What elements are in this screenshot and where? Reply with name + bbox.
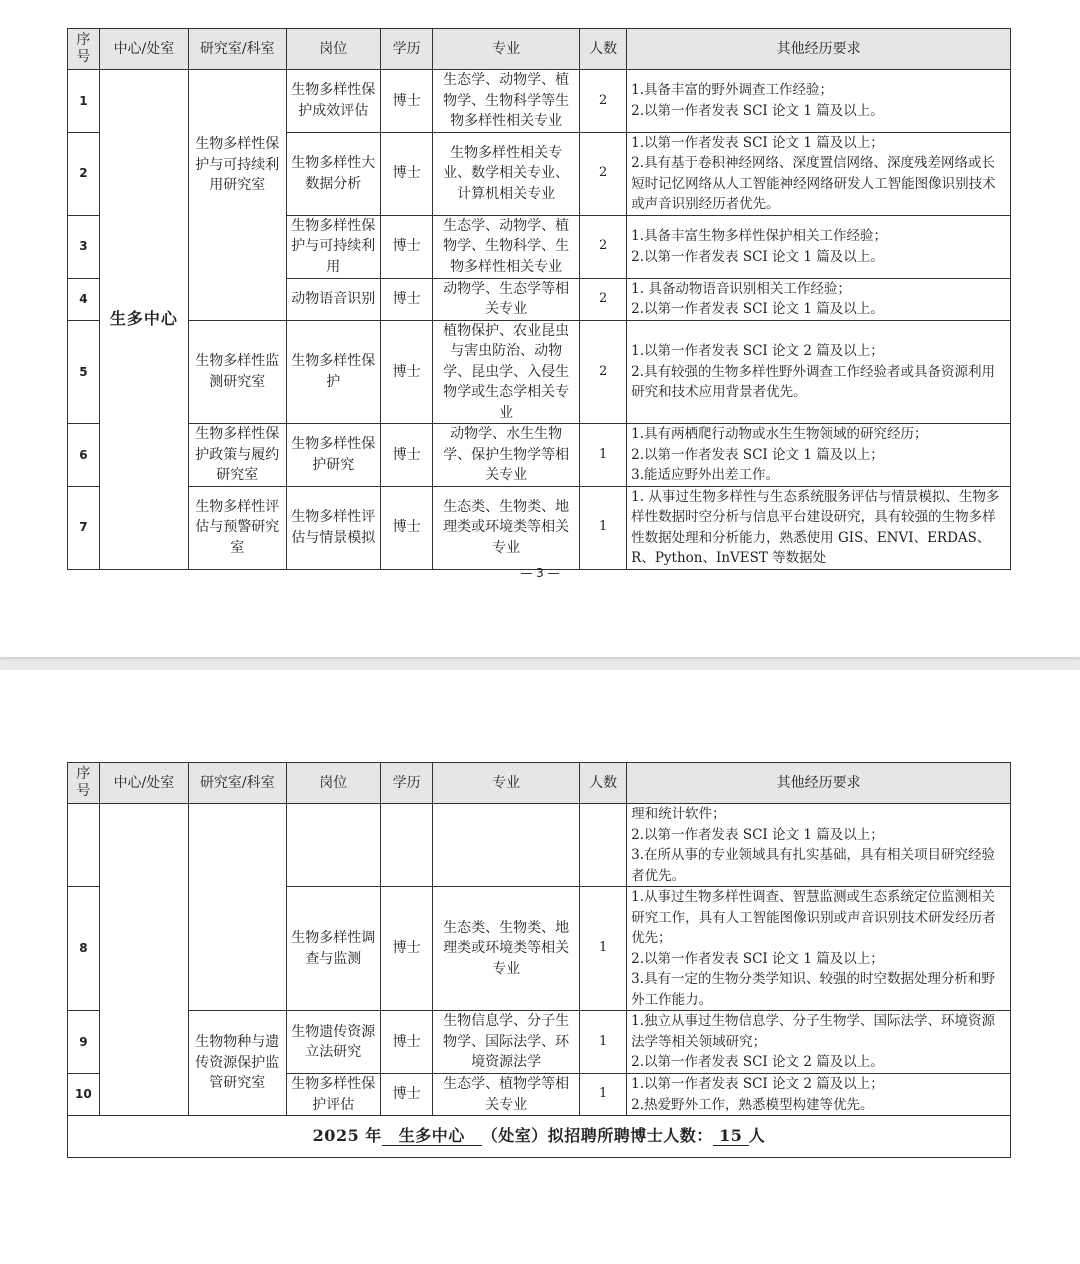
requirements-continued (627, 804, 1011, 887)
requirement-line: 1.具备丰富生物多样性保护相关工作经验； (631, 228, 888, 244)
requirement-line: 2.以第一作者发表 SCI 论文 1 篇及以上； (631, 826, 884, 843)
header-education: 学历 (380, 29, 432, 70)
summary-text: （处室）拟招聘所聘博士人数： (481, 1126, 713, 1146)
requirement-line: 2.具有较强的生物多样性野外调查工作经验者或具备资源利用研究和技术应用背景者优先。 (631, 363, 996, 400)
requirement-line: 3.具有一定的生物分类学知识、较强的时空数据处理分析和野外工作能力。 (631, 971, 996, 1008)
row-number: 3 (68, 215, 100, 278)
row-number: 4 (68, 278, 100, 320)
header-center: 中心/处室 (99, 29, 188, 70)
major: 生态学、动物学、植物学、生物科学、生物多样性相关专业 (433, 215, 580, 278)
header-requirements: 其他经历要求 (627, 29, 1011, 70)
header-lab: 研究室/科室 (189, 763, 286, 804)
lab-name: 生物多样性评估与预警研究室 (189, 486, 286, 569)
education: 博士 (380, 486, 432, 569)
headcount: 1 (579, 424, 626, 487)
summary-row (68, 1116, 1011, 1158)
major: 生物信息学、分子生物学、国际法学、环境资源法学 (433, 1011, 580, 1074)
header-count: 人数 (579, 29, 626, 70)
headcount: 2 (579, 278, 626, 320)
row-number: 9 (68, 1011, 100, 1074)
headcount: 1 (579, 1011, 626, 1074)
major: 植物保护、农业昆虫与害虫防治、动物学、昆虫学、入侵生物学或生态学相关专业 (433, 320, 580, 424)
post-name: 生物多样性保护评估 (286, 1074, 380, 1116)
requirements (627, 486, 1011, 569)
requirement-line: 1.以第一作者发表 SCI 论文 2 篇及以上； (631, 1076, 884, 1092)
header-major: 专业 (433, 763, 580, 804)
header-count: 人数 (579, 763, 626, 804)
headcount: 1 (579, 1074, 626, 1116)
lab-name: 生物多样性保护政策与履约研究室 (189, 424, 286, 487)
requirements (627, 70, 1011, 133)
requirement-line: 1. 从事过生物多样性与生态系统服务评估与情景模拟、生物多样性数据时空分析与信息平台建设研究，具有较强的生物多样性数据处理和分析能力，熟悉使用 GIS、ENVI、ERDAS、R、Python、InVEST 等数据处 (631, 488, 1000, 566)
row-number: 1 (68, 70, 100, 133)
major: 动物学、生态学等相关专业 (433, 278, 580, 320)
table-header-row (68, 763, 1011, 804)
requirements (627, 320, 1011, 424)
requirements (627, 132, 1011, 215)
header-requirements: 其他经历要求 (627, 763, 1011, 804)
headcount: 2 (579, 70, 626, 133)
header-education: 学历 (380, 763, 432, 804)
table-header-row (68, 29, 1011, 70)
lab-name: 生物物种与遗传资源保护监管研究室 (189, 1011, 286, 1116)
row-number: 5 (68, 320, 100, 424)
post-name: 生物多样性保护研究 (286, 424, 380, 487)
requirement-line: 1.具备丰富的野外调查工作经验； (631, 82, 834, 99)
education: 博士 (380, 1074, 432, 1116)
requirements (627, 887, 1011, 1011)
row-number: 7 (68, 486, 100, 569)
requirement-line: 2.以第一作者发表 SCI 论文 1 篇及以上； (631, 446, 884, 463)
major (433, 804, 580, 887)
table-row (68, 424, 1011, 487)
page-4 (0, 670, 1080, 1264)
lab-name: 生物多样性监测研究室 (189, 320, 286, 424)
post-name (286, 804, 380, 887)
table-row (68, 320, 1011, 424)
post-name: 动物语音识别 (286, 278, 380, 320)
header-no: 序号 (68, 763, 100, 804)
table-row (68, 1011, 1011, 1074)
education: 博士 (380, 1011, 432, 1074)
post-name: 生物多样性保护 (286, 320, 380, 424)
post-name: 生物多样性评 估与情景模拟 (286, 486, 380, 569)
recruitment-table-page-4 (67, 762, 1011, 1158)
major: 动物学、水生生物学、保护生物学等相关专业 (433, 424, 580, 487)
requirement-line: 2.以第一作者发表 SCI 论文 2 篇及以上。 (631, 1054, 884, 1071)
requirements (627, 1011, 1011, 1074)
requirement-line: 1.以第一作者发表 SCI 论文 2 篇及以上； (631, 343, 884, 359)
requirement-line: 2.以第一作者发表 SCI 论文 1 篇及以上。 (631, 102, 884, 119)
education: 博士 (380, 424, 432, 487)
education (380, 804, 432, 887)
requirement-line: 3.能适应野外出差工作。 (631, 467, 780, 483)
headcount: 1 (579, 486, 626, 569)
summary-cell (68, 1116, 1011, 1158)
major: 生态类、生物类、地理类或环境类等相关专业 (433, 486, 580, 569)
headcount (579, 804, 626, 887)
header-no: 序号 (68, 29, 100, 70)
page-number: — 3 — (520, 566, 560, 580)
education: 博士 (380, 278, 432, 320)
post-name: 生物多样性保护与可持续利用 (286, 215, 380, 278)
header-post: 岗位 (286, 29, 380, 70)
education: 博士 (380, 887, 432, 1011)
requirement-line: 2.具有基于卷积神经网络、深度置信网络、深度残差网络或长短时记忆网络从人工智能神经网络研发人工智能图像识别技术或声音识别经历者优先。 (631, 155, 996, 212)
headcount: 2 (579, 215, 626, 278)
table-row (68, 486, 1011, 569)
requirement-line: 2.以第一作者发表 SCI 论文 1 篇及以上。 (631, 248, 884, 265)
requirement-line: 1.从事过生物多样性调查、智慧监测或生态系统定位监测相关研究工作，具有人工智能图像识别或声音识别技术研发经历者优先； (631, 889, 996, 946)
post-name: 生物多样性调查与监测 (286, 887, 380, 1011)
post-name: 生物遗传资源立法研究 (286, 1011, 380, 1074)
post-name: 生物多样性大数据分析 (286, 132, 380, 215)
header-major: 专业 (433, 29, 580, 70)
major: 生态学、植物学等相关专业 (433, 1074, 580, 1116)
row-number: 6 (68, 424, 100, 487)
requirement-line: 1.独立从事过生物信息学、分子生物学、国际法学、环境资源法学等相关领域研究； (631, 1013, 996, 1050)
education: 博士 (380, 132, 432, 215)
center-name-continued (99, 804, 188, 1116)
major: 生态学、动物学、植物学、生物科学等生物多样性相关专业 (433, 70, 580, 133)
lab-name-continued (189, 804, 286, 1011)
major: 生物多样性相关专业、数学相关专业、计算机相关专业 (433, 132, 580, 215)
education: 博士 (380, 215, 432, 278)
requirement-line: 2.以第一作者发表 SCI 论文 1 篇及以上。 (631, 301, 884, 317)
summary-center: 生多中心 (382, 1127, 482, 1146)
requirements (627, 424, 1011, 487)
summary-count: 15 (713, 1127, 749, 1146)
table-row-continued (68, 804, 1011, 887)
requirements (627, 215, 1011, 278)
table-row (68, 70, 1011, 133)
requirement-line: 1.具有两栖爬行动物或水生生物领域的研究经历； (631, 426, 928, 442)
headcount: 2 (579, 132, 626, 215)
education: 博士 (380, 320, 432, 424)
header-post: 岗位 (286, 763, 380, 804)
requirements (627, 278, 1011, 320)
lab-name: 生物多样性保护与可持续利用研究室 (189, 70, 286, 321)
header-center: 中心/处室 (99, 763, 188, 804)
education: 博士 (380, 70, 432, 133)
row-number: 8 (68, 887, 100, 1011)
row-number: 10 (68, 1074, 100, 1116)
requirement-line: 1. 具备动物语音识别相关工作经验； (631, 280, 851, 297)
requirement-line: 2.以第一作者发表 SCI 论文 1 篇及以上； (631, 950, 884, 967)
recruitment-table-page-3 (67, 28, 1011, 570)
requirement-line: 2.热爱野外工作，熟悉模型构建等优先。 (631, 1096, 874, 1113)
row-number: 2 (68, 132, 100, 215)
row-number (68, 804, 100, 887)
requirement-line: 1.以第一作者发表 SCI 论文 1 篇及以上； (631, 134, 884, 151)
summary-unit: 人 (748, 1126, 766, 1146)
headcount: 1 (579, 887, 626, 1011)
headcount: 2 (579, 320, 626, 424)
requirement-line: 3.在所从事的专业领域具有扎实基础，具有相关项目研究经验者优先。 (631, 847, 996, 884)
center-name: 生多中心 (99, 70, 188, 570)
post-name: 生物多样性保护成效评估 (286, 70, 380, 133)
requirement-line: 理和统计软件； (631, 806, 726, 822)
requirements (627, 1074, 1011, 1116)
summary-year: 2025 年 (312, 1126, 382, 1146)
major: 生态类、生物类、地理类或环境类等相关专业 (433, 887, 580, 1011)
header-lab: 研究室/科室 (189, 29, 286, 70)
